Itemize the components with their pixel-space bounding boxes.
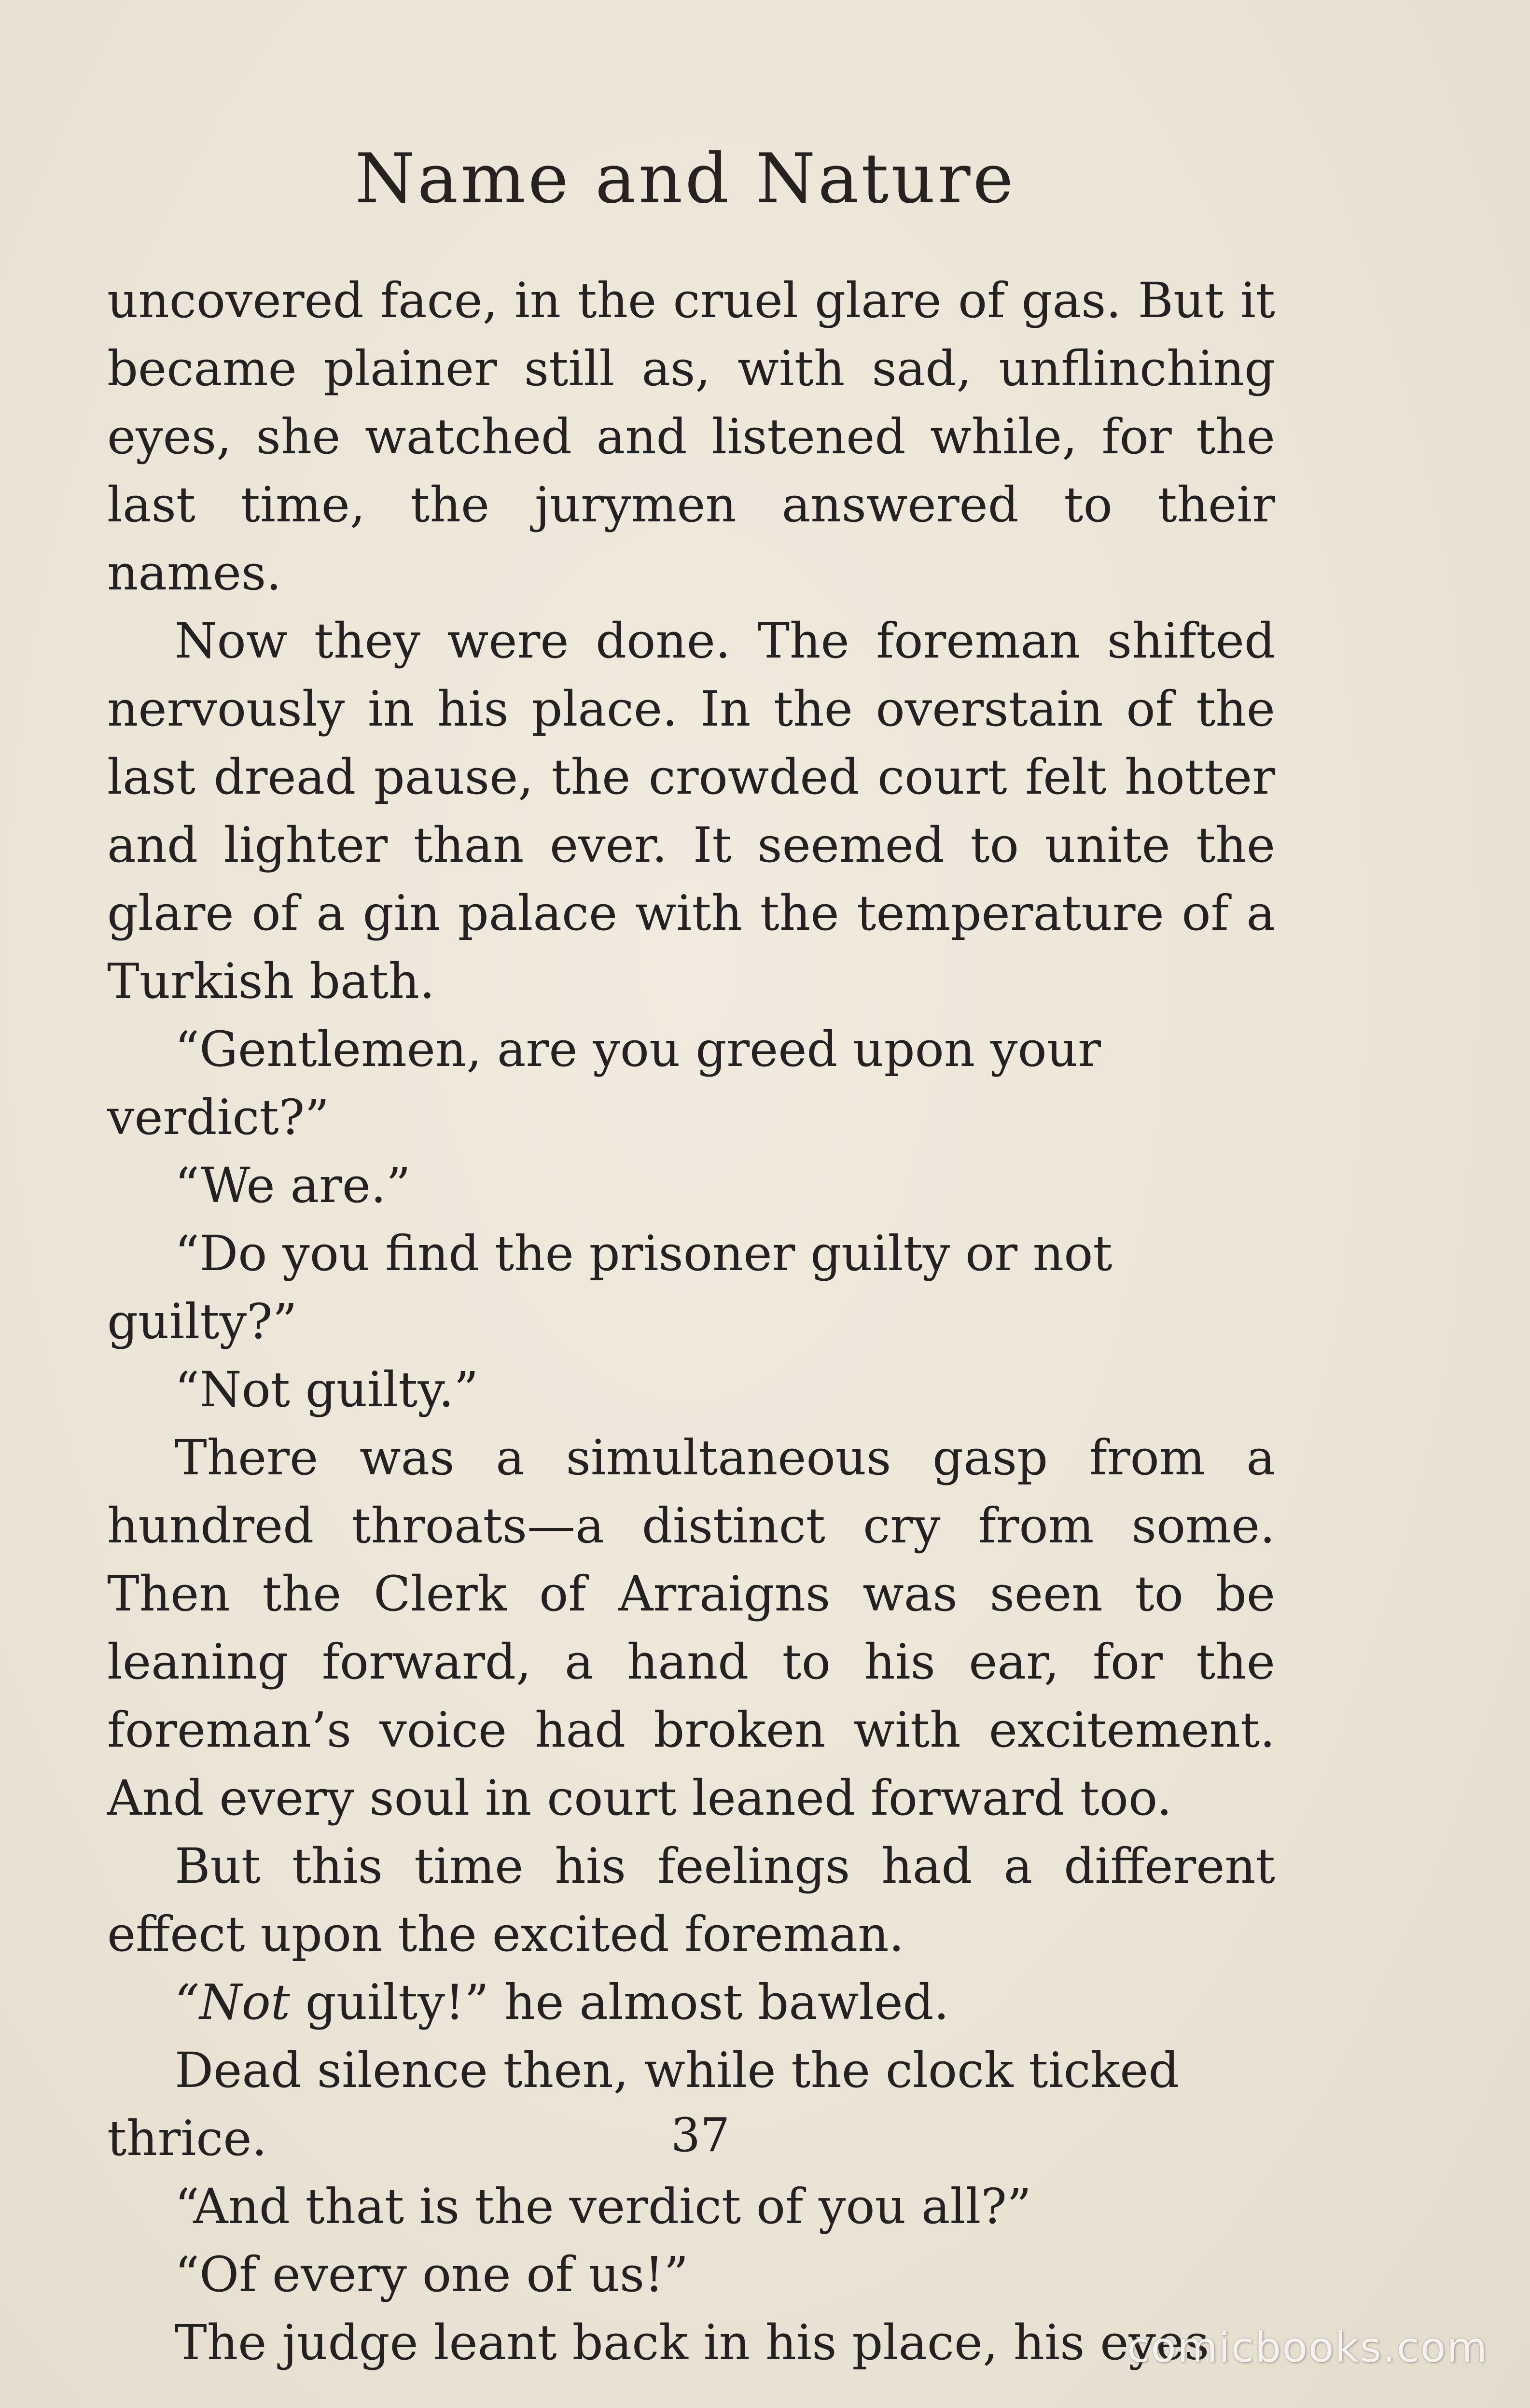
dialogue-line: “Not guilty.”: [175, 1361, 479, 1418]
italic-emphasis: “Not: [175, 1974, 291, 2030]
paragraph: uncovered face, in the cruel glare of gas. But it became plainer still as, with sad, unflinching eyes, she watched and listened while, for the last time, the jurymen answered to their names.: [107, 272, 1275, 601]
dialogue-line: “And that is the verdict of you all?”: [175, 2178, 1032, 2235]
body-text: [107, 266, 1275, 2377]
dialogue-line: “Of every one of us!”: [175, 2246, 689, 2303]
dialogue-line: [107, 1968, 1275, 2036]
paragraph: There was a simultaneous gasp from a hundred throats—a distinct cry from some. Then the Clerk of Arraigns was seen to be leaning forward, a hand to his ear, for the foreman’s voice had broken with excitement. And every soul in court leaned forward too.: [107, 1429, 1275, 1826]
dialogue-line: “Do you find the prisoner guilty or not guilty?”: [107, 1225, 1113, 1350]
dialogue-line-rest: guilty!” he almost bawled.: [290, 1974, 949, 2030]
paragraph: The judge leant back in his place, his eyes: [175, 2314, 1210, 2371]
paragraph: But this time his feelings had a different effect upon the excited foreman.: [107, 1838, 1275, 1962]
paragraph: Now they were done. The foreman shifted nervously in his place. In the overstain of the last dread pause, the crowded court felt hotter and lighter than ever. It seemed to unite the glare of a gin palace with the temperature of a Turkish bath.: [107, 613, 1275, 1009]
running-head: Name and Nature: [355, 139, 1016, 219]
watermark: comicbooks.com: [1127, 2324, 1488, 2372]
dialogue-line: “Gentlemen, are you greed upon your verdict?”: [107, 1021, 1101, 1146]
page-number: 37: [671, 2108, 730, 2162]
dialogue-line: “We are.”: [175, 1157, 411, 1214]
paragraph: Dead silence then, while the clock ticked thrice.: [107, 2042, 1180, 2167]
